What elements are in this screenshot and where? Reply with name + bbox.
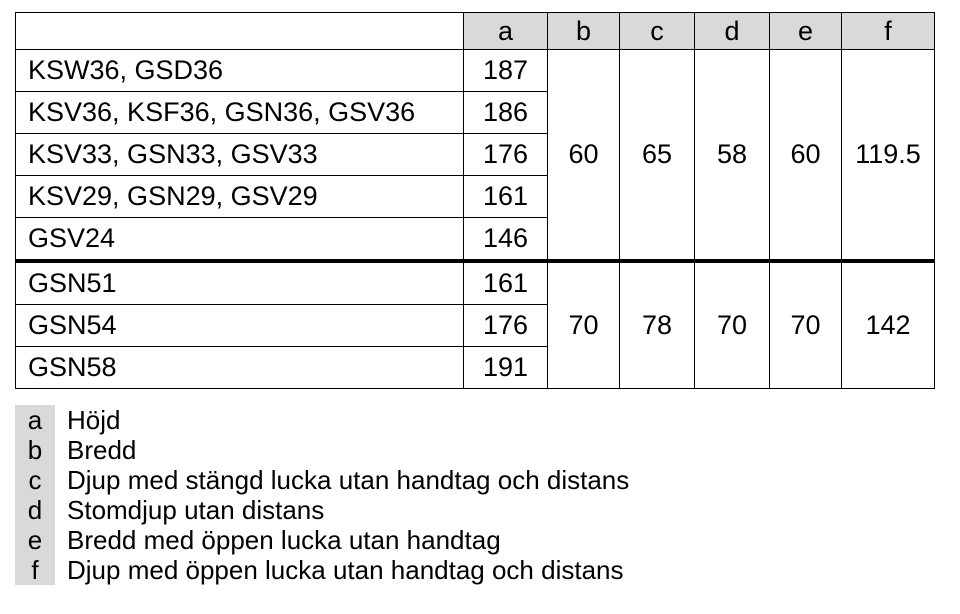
header-model-cell: [16, 13, 464, 50]
header-col-d: d: [695, 13, 770, 50]
table-row: [16, 50, 935, 92]
legend-text: Höjd: [67, 405, 121, 435]
height-cell: 187: [464, 50, 548, 92]
legend-item: [15, 405, 629, 435]
legend-item: [15, 465, 629, 495]
header-col-c: c: [620, 13, 695, 50]
legend-text: Djup med stängd lucka utan handtag och distans: [67, 465, 630, 495]
model-cell: GSN54: [16, 305, 464, 347]
legend-key: c: [15, 465, 55, 495]
legend-item: [15, 555, 629, 585]
group1-f-cell: 119.5: [842, 50, 935, 262]
height-cell: 176: [464, 134, 548, 176]
group2-f-cell: 142: [842, 261, 935, 389]
height-cell: 161: [464, 176, 548, 218]
model-cell: GSN51: [16, 261, 464, 305]
group2-d-cell: 70: [695, 261, 770, 389]
model-cell: GSN58: [16, 347, 464, 389]
model-cell: GSV24: [16, 218, 464, 262]
group1-e-cell: 60: [770, 50, 842, 262]
legend-text: Bredd med öppen lucka utan handtag: [67, 525, 501, 555]
legend-key: d: [15, 495, 55, 525]
legend: [15, 405, 629, 585]
height-cell: 176: [464, 305, 548, 347]
dimensions-table: [15, 12, 935, 389]
height-cell: 161: [464, 261, 548, 305]
model-cell: KSW36, GSD36: [16, 50, 464, 92]
header-col-a: a: [464, 13, 548, 50]
legend-key: f: [15, 555, 55, 585]
model-cell: KSV36, KSF36, GSN36, GSV36: [16, 92, 464, 134]
group2-c-cell: 78: [620, 261, 695, 389]
table-row: [16, 261, 935, 305]
legend-item: [15, 435, 629, 465]
header-col-b: b: [548, 13, 620, 50]
height-cell: 191: [464, 347, 548, 389]
legend-key: a: [15, 405, 55, 435]
legend-text: Bredd: [67, 435, 137, 465]
group1-d-cell: 58: [695, 50, 770, 262]
group1-c-cell: 65: [620, 50, 695, 262]
header-col-f: f: [842, 13, 935, 50]
legend-item: [15, 495, 629, 525]
group2-b-cell: 70: [548, 261, 620, 389]
legend-key: e: [15, 525, 55, 555]
model-cell: KSV33, GSN33, GSV33: [16, 134, 464, 176]
legend-key: b: [15, 435, 55, 465]
group1-b-cell: 60: [548, 50, 620, 262]
legend-item: [15, 525, 629, 555]
model-cell: KSV29, GSN29, GSV29: [16, 176, 464, 218]
height-cell: 146: [464, 218, 548, 262]
table-header-row: [16, 13, 935, 50]
header-col-e: e: [770, 13, 842, 50]
legend-text: Djup med öppen lucka utan handtag och distans: [67, 555, 624, 585]
height-cell: 186: [464, 92, 548, 134]
legend-text: Stomdjup utan distans: [67, 495, 325, 525]
group2-e-cell: 70: [770, 261, 842, 389]
